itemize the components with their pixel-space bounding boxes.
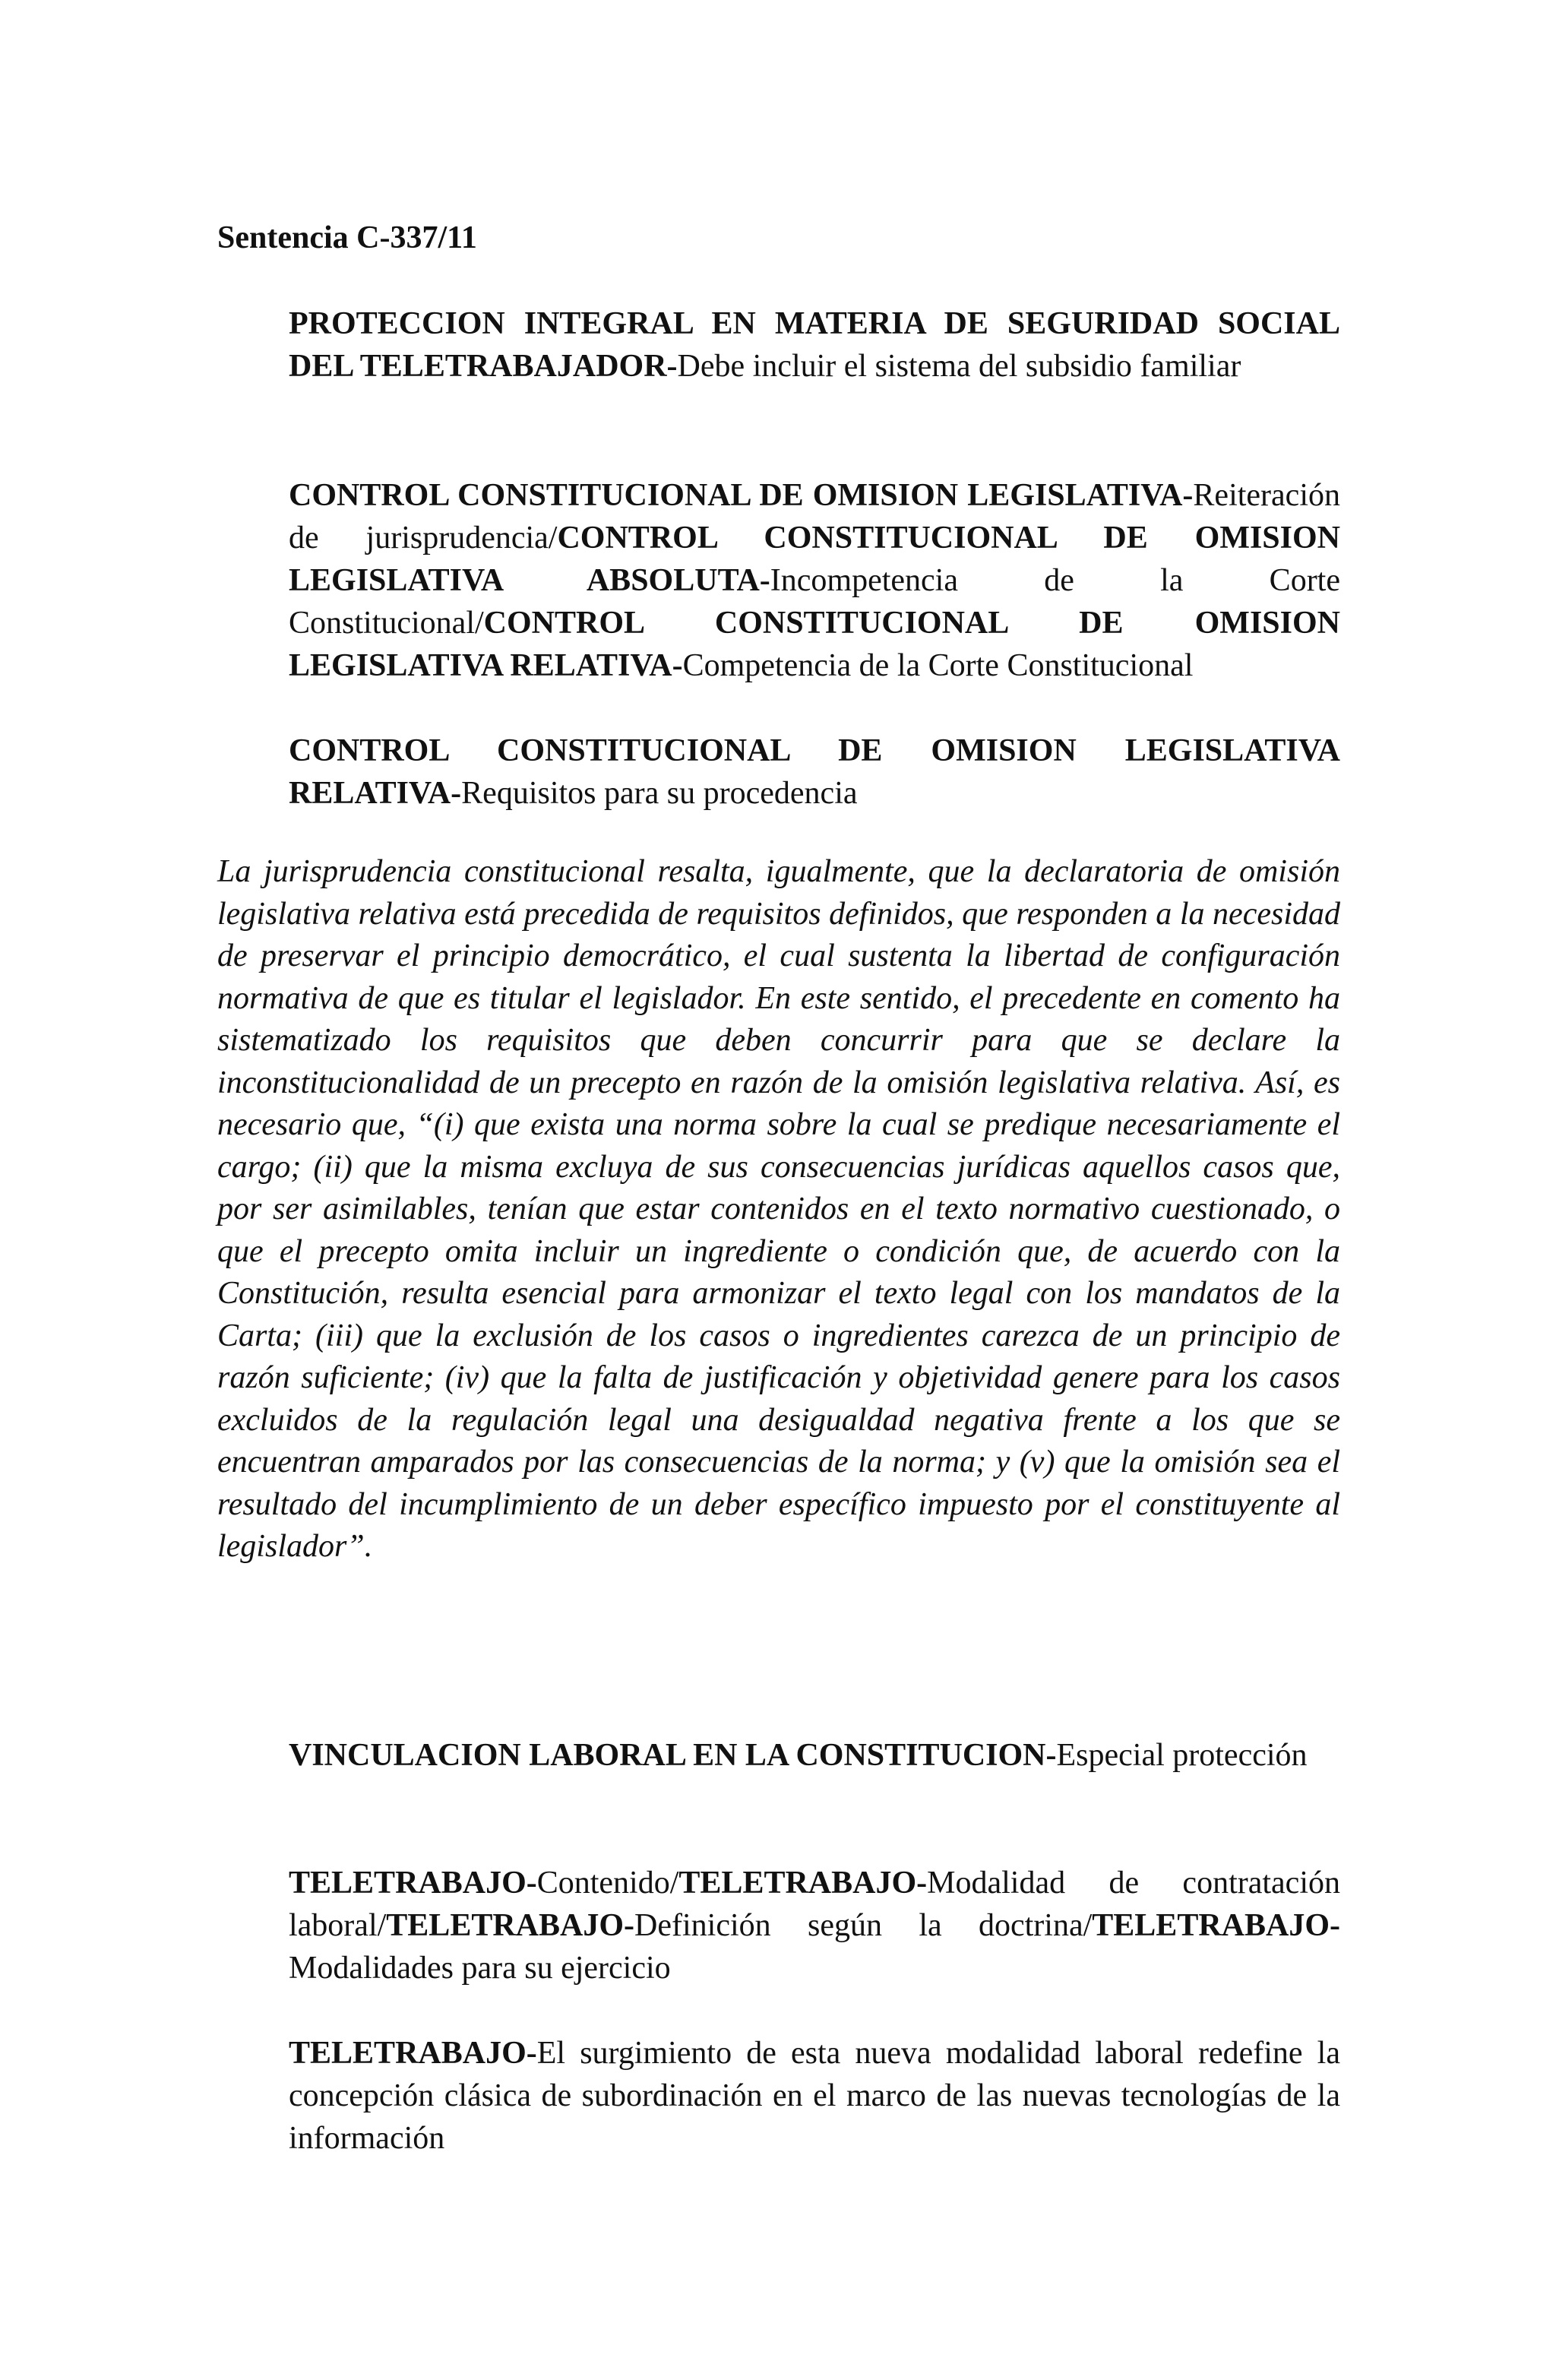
descriptor-heading: CONTROL CONSTITUCIONAL DE OMISION LEGISLATIVA RELATIVA- [289, 733, 1340, 811]
descriptor-heading: TELETRABAJO- [386, 1908, 635, 1943]
descriptor-text: Modalidad de contratación laboral/ [289, 1866, 1340, 1943]
descriptor-heading: CONTROL CONSTITUCIONAL DE OMISION LEGISLATIVA ABSOLUTA- [289, 521, 1341, 598]
descriptor-heading: CONTROL CONSTITUCIONAL DE OMISION LEGISLATIVA RELATIVA- [289, 606, 1340, 683]
descriptor-text: El surgimiento de esta nueva modalidad laboral redefine la concepción clásica de subordinación en el marco de las nuevas tecnologías de la información [289, 2036, 1340, 2156]
jurisprudence-paragraph: La jurisprudencia constitucional resalta, igualmente, que la declaratoria de omisión legislativa relativa está precedida de requisitos definidos, que responden a la necesidad de preservar el principio democrático, el cual sustenta la libertad de configuración normativa de que es titular el legislador. En este sentido, el precedente en comento ha sistematizado los requisitos que deben concurrir para que se declare la inconstitucionalidad de un precepto en razón de la omisión legislativa relativa. Así, es necesario que, “(i) que exista una norma sobre la cual se predique necesariamente el cargo; (ii) que la misma excluya de sus consecuencias jurídicas aquellos casos que, por ser asimilables, tenían que estar contenidos en el texto normativo cuestionado, o que el precepto omita incluir un ingrediente o condición que, de acuerdo con la Constitución, resulta esencial para armonizar el texto legal con los mandatos de la Carta; (iii) que la exclusión de los casos o ingredientes carezca de un principio de razón suficiente; (iv) que la falta de justificación y objetividad genere para los casos excluidos de la regulación legal una desigualdad negativa frente a los que se encuentran amparados por las consecuencias de la norma; y (v) que la omisión sea el resultado del incumplimiento de un deber específico impuesto por el constituyente al legislador”. [217, 854, 1340, 1564]
descriptor-text: Modalidades para su ejercicio [289, 1951, 671, 1986]
descriptor-text: Competencia de la Corte Constitucional [682, 648, 1194, 683]
descriptor-heading: TELETRABAJO- [289, 2036, 537, 2071]
descriptor-text: Requisitos para su procedencia [461, 776, 858, 811]
descriptor-teletrabajo-subordinacion [289, 2032, 1340, 2160]
descriptor-heading: TELETRABAJO- [678, 1866, 928, 1901]
descriptor-heading: CONTROL CONSTITUCIONAL DE OMISION LEGISLATIVA- [289, 478, 1194, 513]
descriptor-text: Contenido/ [536, 1866, 679, 1901]
descriptor-teletrabajo-contenido [289, 1862, 1340, 1989]
descriptor-heading: PROTECCION INTEGRAL EN MATERIA DE SEGURIDAD SOCIAL DEL TELETRABAJADOR- [289, 306, 1340, 384]
descriptor-heading: TELETRABAJO- [1092, 1908, 1340, 1943]
descriptor-omision-relativa-requisitos [289, 730, 1340, 815]
descriptor-heading: VINCULACION LABORAL EN LA CONSTITUCION- [289, 1738, 1057, 1773]
descriptor-omision-legislativa [289, 474, 1340, 687]
document-title: Sentencia C-337/11 [217, 220, 477, 255]
descriptor-heading: TELETRABAJO- [289, 1866, 537, 1901]
descriptor-text: Especial protección [1056, 1738, 1308, 1773]
descriptor-vinculacion-laboral [289, 1734, 1340, 1777]
descriptor-text: Incompetencia de la Corte Constitucional/ [289, 563, 1340, 641]
descriptor-text: Reiteración de jurisprudencia/ [289, 478, 1340, 555]
descriptor-text: Debe incluir el sistema del subsidio familiar [677, 349, 1241, 384]
descriptor-seguridad-social [289, 302, 1340, 388]
descriptor-text: Definición según la doctrina/ [634, 1908, 1093, 1943]
